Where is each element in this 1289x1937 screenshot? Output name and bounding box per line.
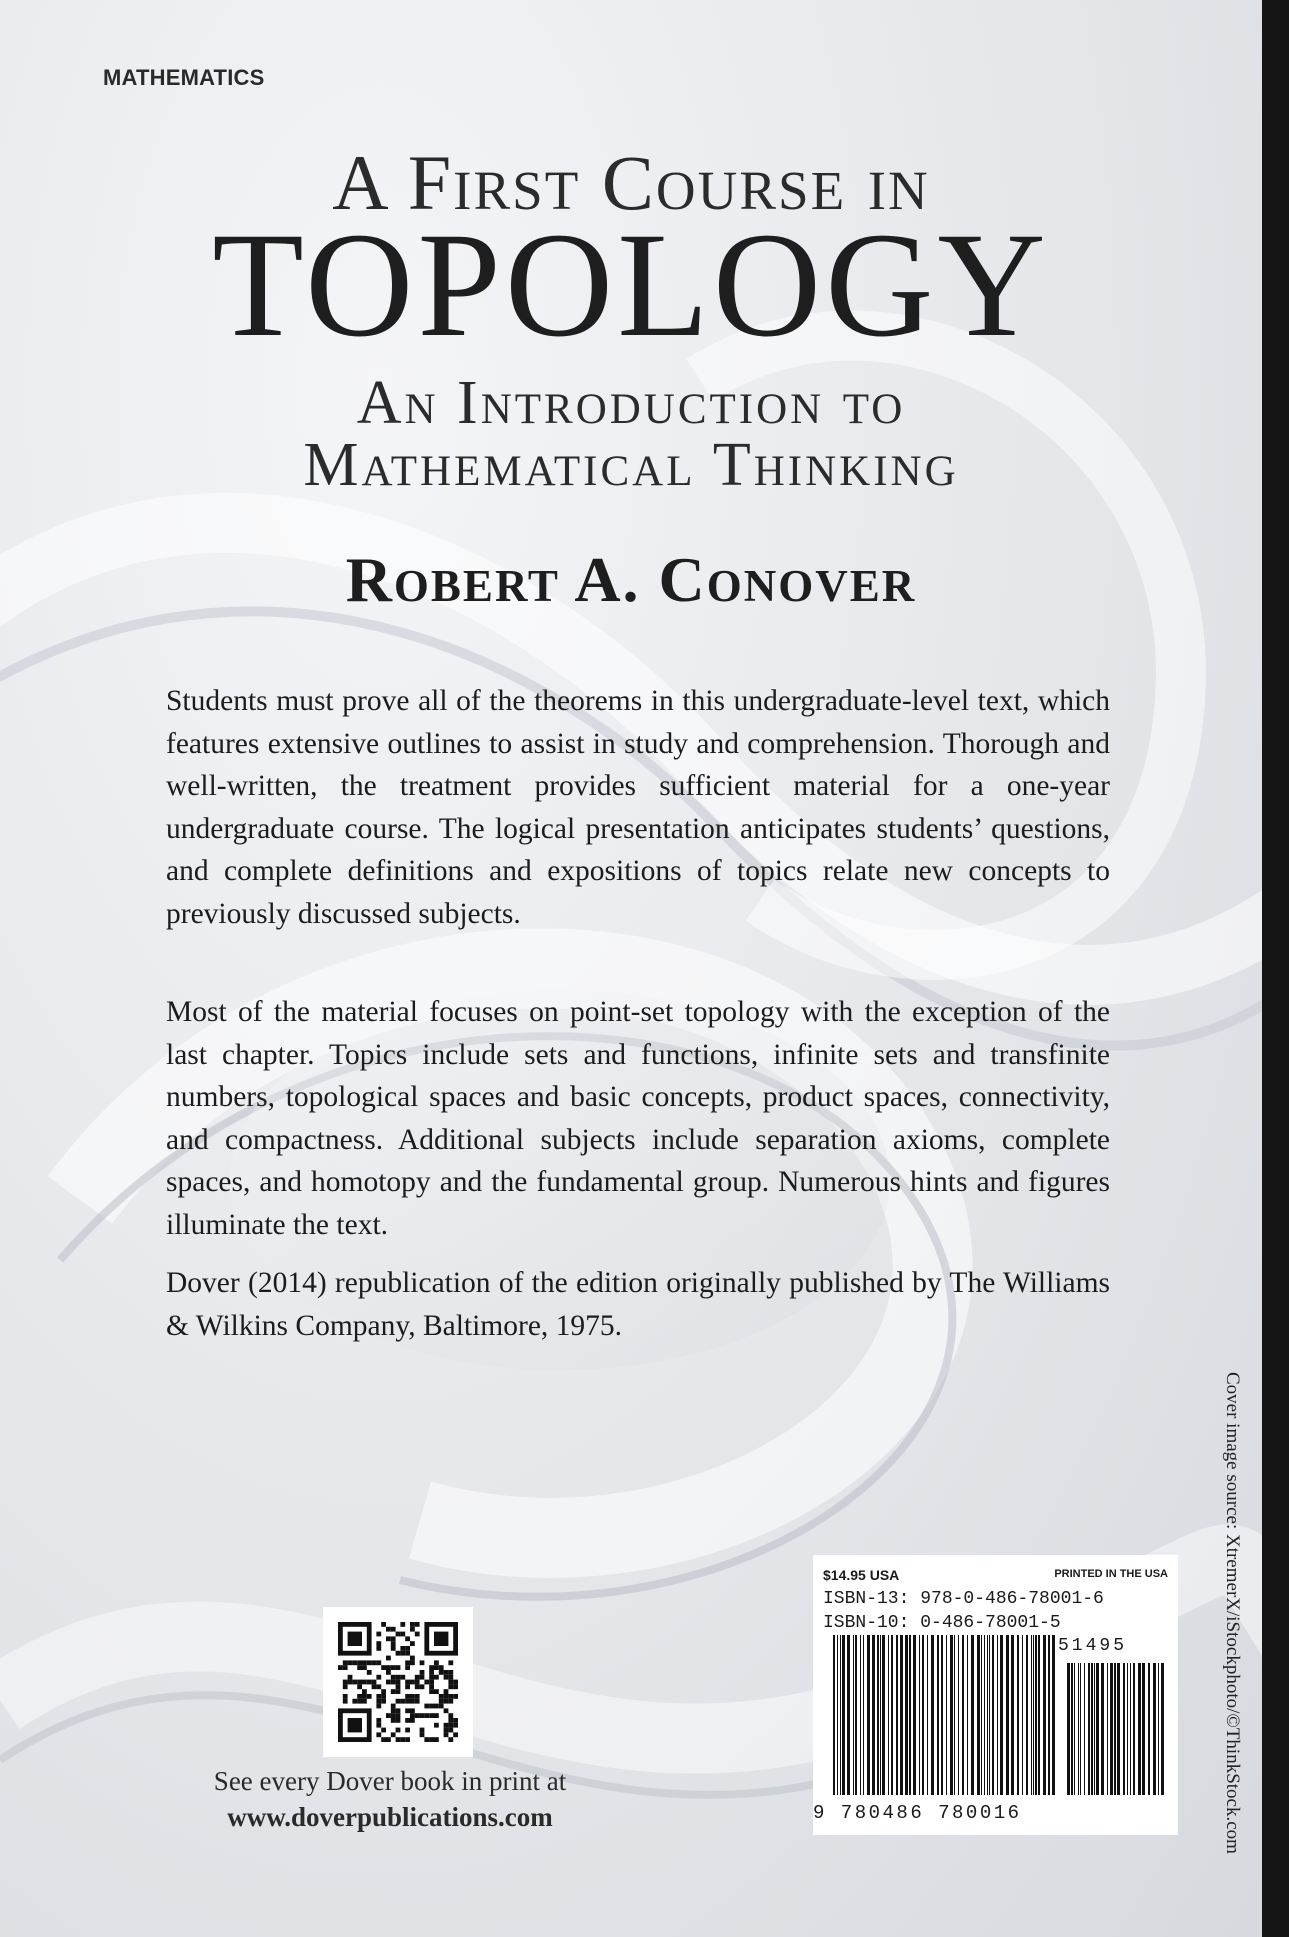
publisher-url: www.doverpublications.com xyxy=(227,1802,553,1832)
barcode-label xyxy=(813,1555,1178,1835)
qr-code xyxy=(323,1607,473,1757)
qr-code-icon xyxy=(338,1622,458,1742)
printed-in: PRINTED IN THE USA xyxy=(1054,1568,1168,1580)
ean-digits: 9 780486 780016 xyxy=(813,1802,1022,1824)
spine-edge xyxy=(1262,0,1289,1937)
isbn-13: ISBN-13: 978-0-486-78001-6 xyxy=(823,1589,1104,1609)
subtitle-line-2: Mathematical Thinking xyxy=(303,431,959,499)
title-line-1: A First Course in xyxy=(332,139,930,226)
barcode-addon-number: 51495 xyxy=(1058,1636,1128,1656)
price: $14.95 USA xyxy=(823,1567,900,1583)
barcode-icon xyxy=(823,1635,1168,1800)
image-credit-text: Cover image source: XtremerX/iStockphoto/©ThinkStock.com xyxy=(1222,1372,1243,1854)
image-credit xyxy=(1213,1372,1253,1852)
description-paragraph-3: Dover (2014) republication of the edition originally published by The Williams & Wilkins Company, Baltimore, 1975. xyxy=(166,1267,1110,1342)
author-name: Robert A. Conover xyxy=(345,544,917,615)
description-paragraph-1: Students must prove all of the theorems in this undergraduate-level text, which features extensive outlines to assist in study and comprehension. Thorough and well-written, the treatment provides sufficient material for a one-year undergraduate course. The logical presentation anticipates students’ questions, and complete definitions and expositions of topics relate new concepts to previously discussed subjects. xyxy=(166,685,1110,930)
subtitle-line-1: An Introduction to xyxy=(356,369,906,437)
title-line-2: TOPOLOGY xyxy=(212,202,1050,368)
isbn-10: ISBN-10: 0-486-78001-5 xyxy=(823,1613,1061,1633)
description-paragraph-2: Most of the material focuses on point-set topology with the exception of the last chapter. Topics include sets and functions, infinite sets and transfinite numbers, topological spaces and basic concepts, product spaces, connectivity, and compactness. Additional subjects include separation axioms, complete spaces, and homotopy and the fundamental group. Numerous hints and figures illuminate the text. xyxy=(166,996,1110,1241)
qr-caption xyxy=(160,1763,620,1835)
qr-caption-text: See every Dover book in print at xyxy=(213,1766,567,1796)
category-label: MATHEMATICS xyxy=(103,65,265,90)
